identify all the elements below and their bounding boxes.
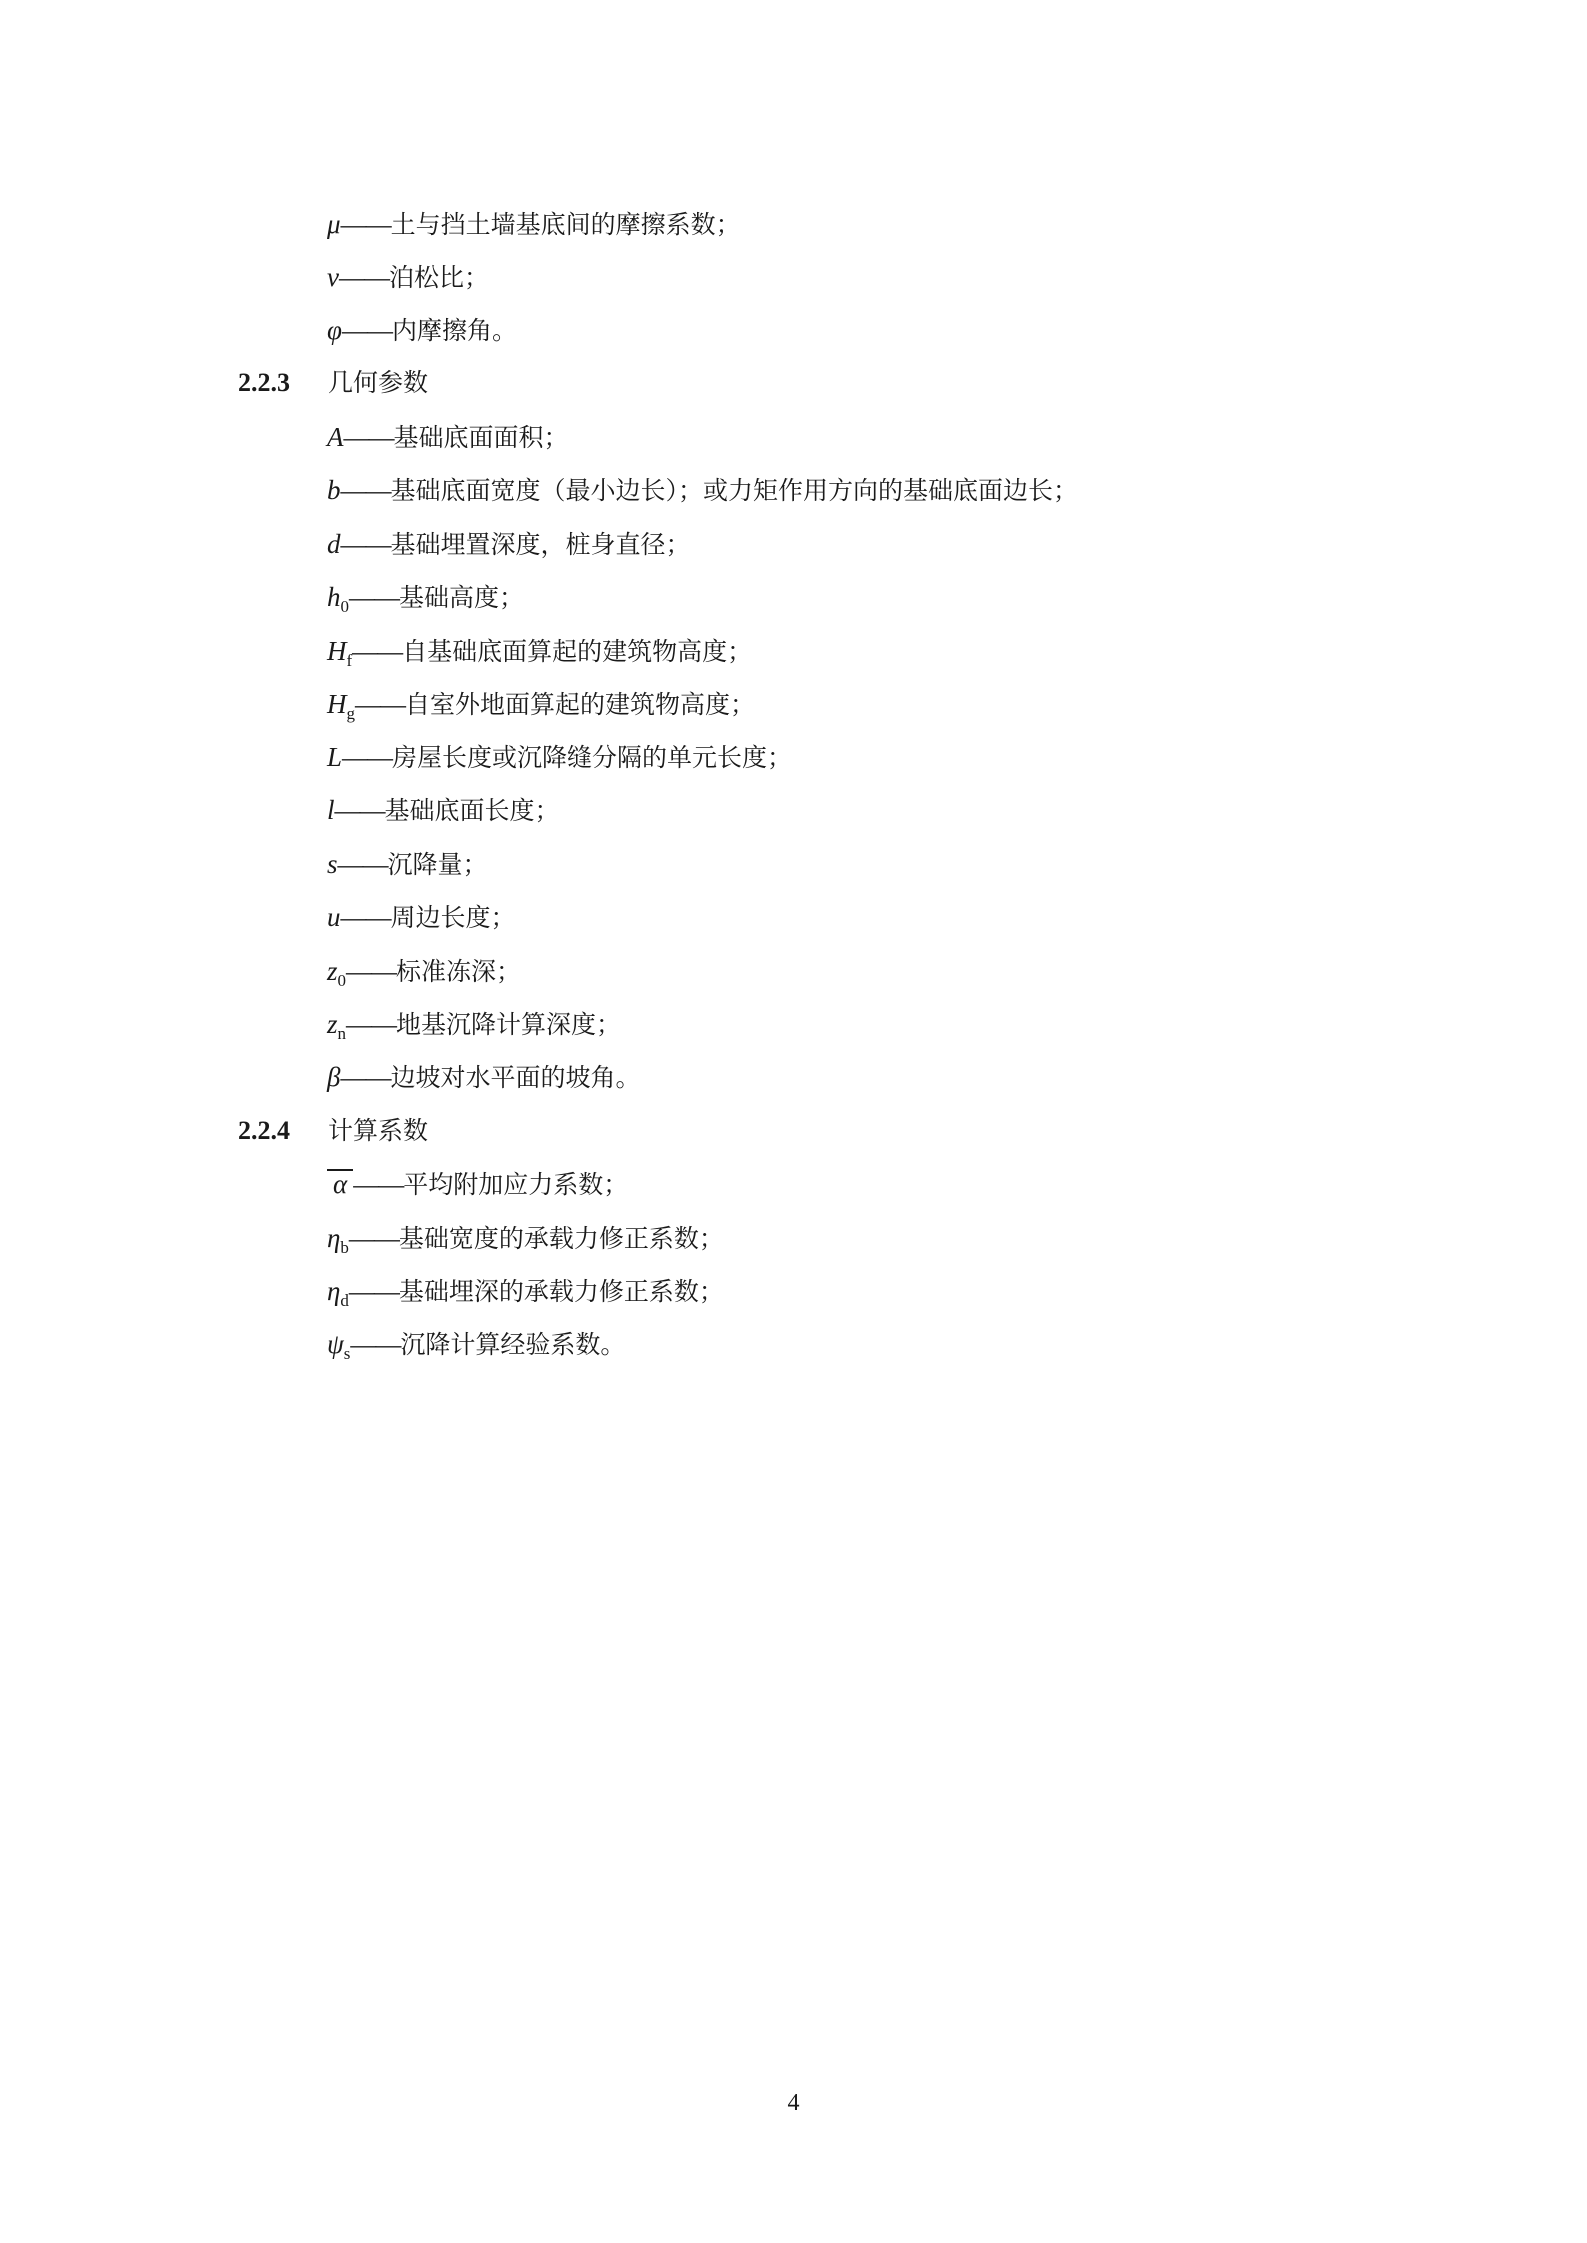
symbol-description: 平均附加应力系数； — [403, 1170, 629, 1199]
symbol: ψ — [327, 1329, 344, 1359]
symbol-description: 周边长度； — [390, 903, 516, 932]
symbol-item-b — [327, 473, 1078, 507]
em-dash: —— — [338, 263, 389, 292]
symbol-item-l — [327, 793, 560, 827]
symbol-subscript: f — [346, 651, 353, 670]
symbol-item-phi — [327, 313, 517, 347]
symbol: μ — [327, 209, 341, 239]
symbol: φ — [327, 315, 342, 345]
symbol-description: 房屋长度或沉降缝分隔的单元长度； — [392, 743, 793, 772]
symbol-subscript: 0 — [340, 597, 349, 616]
symbol-subscript: s — [343, 1344, 351, 1363]
symbol: b — [327, 475, 341, 505]
section-number: 2.2.4 — [238, 1116, 290, 1145]
symbol-item-psi-s — [327, 1327, 625, 1361]
symbol-description: 沉降量； — [387, 850, 488, 879]
em-dash: —— — [340, 476, 391, 505]
em-dash: —— — [340, 903, 391, 932]
symbol-item-d — [327, 527, 691, 561]
symbol-description: 内摩擦角。 — [391, 316, 517, 345]
symbol-subscript: 0 — [337, 971, 347, 990]
symbol-description: 标准冻深； — [396, 957, 522, 986]
symbol-item-eta-b — [327, 1221, 724, 1255]
symbol-subscript: b — [340, 1238, 349, 1257]
symbol: H — [327, 636, 347, 666]
symbol-description: 自室外地面算起的建筑物高度； — [405, 690, 756, 719]
symbol-item-A — [327, 420, 569, 454]
symbol-description: 土与挡土墙基底间的摩擦系数； — [390, 210, 741, 239]
em-dash: —— — [353, 1170, 404, 1199]
symbol-item-Hg — [327, 687, 755, 721]
symbol-item-zn — [327, 1007, 621, 1041]
symbol-description: 沉降计算经验系数。 — [400, 1330, 626, 1359]
em-dash: —— — [355, 690, 405, 719]
symbol-description: 地基沉降计算深度； — [396, 1010, 622, 1039]
symbol-item-s — [327, 847, 488, 881]
em-dash: —— — [348, 1224, 399, 1253]
section-number: 2.2.3 — [238, 368, 290, 397]
em-dash: —— — [346, 957, 397, 986]
section-heading-2-2-4 — [238, 1114, 428, 1148]
symbol-description: 基础埋置深度，桩身直径； — [390, 530, 691, 559]
symbol-item-L — [327, 740, 792, 774]
em-dash: —— — [346, 1010, 397, 1039]
symbol: α — [327, 1169, 353, 1197]
symbol: L — [327, 742, 343, 772]
symbol: ν — [327, 262, 339, 292]
em-dash: —— — [334, 796, 385, 825]
symbol-subscript: g — [346, 704, 355, 723]
em-dash: —— — [340, 210, 391, 239]
symbol: β — [327, 1062, 341, 1092]
symbol-item-mu — [327, 207, 741, 241]
symbol-description: 基础底面面积； — [393, 423, 569, 452]
symbol-item-nu — [327, 260, 489, 294]
symbol-description: 基础埋深的承载力修正系数； — [398, 1277, 724, 1306]
symbol-item-u — [327, 900, 516, 934]
symbol-item-h0 — [327, 580, 524, 614]
em-dash: —— — [349, 583, 399, 612]
symbol: H — [327, 689, 347, 719]
symbol: l — [327, 795, 335, 825]
symbol-item-beta — [327, 1060, 640, 1094]
symbol: h — [327, 582, 341, 612]
em-dash: —— — [350, 1330, 401, 1359]
page-number: 4 — [787, 2090, 800, 2116]
em-dash: —— — [342, 743, 393, 772]
em-dash: —— — [337, 850, 388, 879]
symbol: A — [327, 422, 344, 452]
symbol-description: 边坡对水平面的坡角。 — [390, 1063, 641, 1092]
symbol: η — [327, 1223, 341, 1253]
em-dash: —— — [348, 1277, 399, 1306]
symbol-description: 基础底面宽度（最小边长）；或力矩作用方向的基础底面边长； — [390, 476, 1079, 505]
section-title: 几何参数 — [328, 368, 429, 397]
symbol-description: 基础底面长度； — [384, 796, 560, 825]
symbol-description: 基础高度； — [399, 583, 525, 612]
symbol-subscript: n — [337, 1024, 347, 1043]
section-heading-2-2-3 — [238, 366, 428, 400]
symbol-description: 基础宽度的承载力修正系数； — [398, 1224, 724, 1253]
em-dash: —— — [343, 423, 394, 452]
symbol-description: 泊松比； — [388, 263, 489, 292]
symbol-item-Hf — [327, 634, 752, 668]
em-dash: —— — [352, 637, 403, 666]
symbol-item-eta-d — [327, 1274, 724, 1308]
symbol: z — [327, 956, 338, 986]
symbol: η — [327, 1276, 341, 1306]
symbol-item-alpha-bar — [327, 1167, 628, 1201]
em-dash: —— — [340, 530, 391, 559]
em-dash: —— — [341, 316, 392, 345]
symbol-subscript: d — [340, 1291, 349, 1310]
symbol-description: 自基础底面算起的建筑物高度； — [402, 637, 753, 666]
symbol: u — [327, 902, 341, 932]
symbol: s — [327, 849, 338, 879]
symbol: d — [327, 529, 341, 559]
em-dash: —— — [340, 1063, 391, 1092]
symbol-item-z0 — [327, 954, 521, 988]
symbol: z — [327, 1009, 338, 1039]
section-title: 计算系数 — [328, 1116, 429, 1145]
